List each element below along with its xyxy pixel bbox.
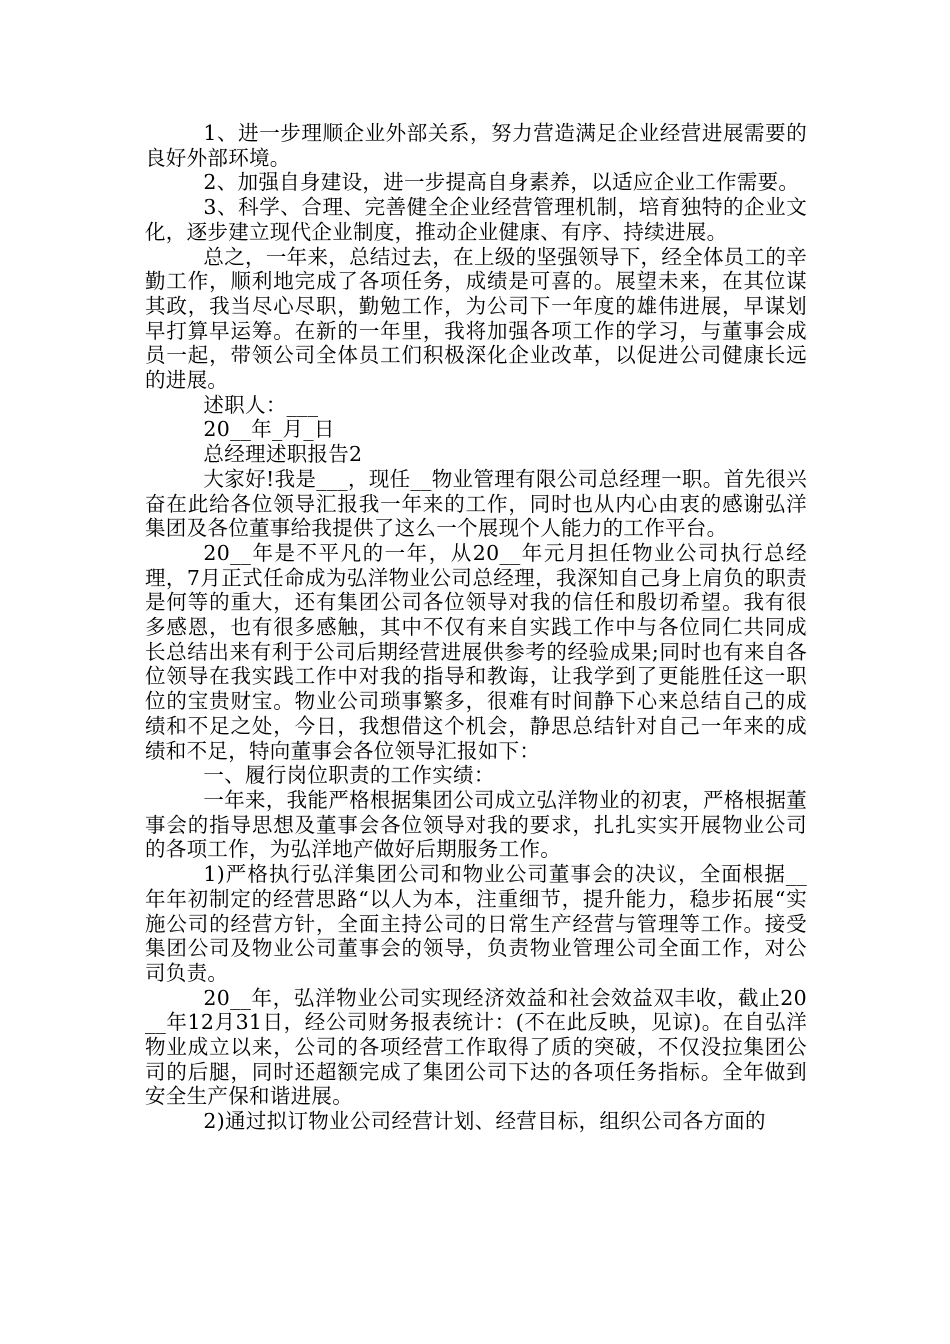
document-page xyxy=(145,121,807,1134)
paragraph-duties-intro: 一年来，我能严格根据集团公司成立弘洋物业的初衷，严格根据董事会的指导思想及董事会各位领导对我的要求，扎扎实实开展物业公司的各项工作，为弘洋地产做好后期服务工作。 xyxy=(145,787,807,862)
reporter-line: 述职人：___ xyxy=(203,392,319,417)
paragraph-greeting: 大家好!我是___，现任__物业管理有限公司总经理一职。首先很兴奋在此给各位领导汇报我一年来的工作，同时也从内心由衷的感谢弘洋集团及各位董事给我提供了这么一个展现个人能力的工作平台。 xyxy=(145,466,807,541)
paragraph-item-3: 3、科学、合理、完善健全企业经营管理机制，培育独特的企业文化，逐步建立现代企业制度，推动企业健康、有序、持续进展。 xyxy=(145,195,807,244)
paragraph-results: 20__年，弘洋物业公司实现经济效益和社会效益双丰收，截止20__年12月31日，经公司财务报表统计：(不在此反映，见谅)。在自弘洋物业成立以来，公司的各项经营工作取得了质的突破，不仅没拉集团公司的后腿，同时还超额完成了集团公司下达的各项任务指标。全年做到安全生产保和谐进展。 xyxy=(145,985,807,1109)
date-line: 20__年_月_日 xyxy=(203,417,335,442)
paragraph-summary: 总之，一年来，总结过去，在上级的坚强领导下，经全体员工的辛勤工作，顺利地完成了各项任务，成绩是可喜的。展望未来，在其位谋其政，我当尽心尽职，勤勉工作，为公司下一年度的雄伟进展，早谋划早打算早运筹。在新的一年里，我将加强各项工作的学习，与董事会成员一起，带领公司全体员工们积极深化企业改革，以促进公司健康长远的进展。 xyxy=(145,244,807,393)
paragraph-item-1: 1、进一步理顺企业外部关系，努力营造满足企业经营进展需要的良好外部环境。 xyxy=(145,121,807,170)
paragraph-year-review: 20__年是不平凡的一年，从20__年元月担任物业公司执行总经理，7月正式任命成为弘洋物业公司总经理，我深知自己身上肩负的职责是何等的重大，还有集团公司各位领导对我的信任和殷切希望。我有很多感恩，也有很多感触，其中不仅有来自实践工作中与各位同仁共同成长总结出来有利于公司后期经营进展供参考的经验成果;同时也有来自各位领导在我实践工作中对我的指导和教诲，让我学到了更能胜任这一职位的宝贵财宝。物业公司琐事繁多，很难有时间静下心来总结自己的成绩和不足之处，今日，我想借这个机会，静思总结针对自己一年来的成绩和不足，特向董事会各位领导汇报如下： xyxy=(145,540,807,763)
paragraph-duty-1: 1)严格执行弘洋集团公司和物业公司董事会的决议，全面根据__年年初制定的经营思路“以人为本，注重细节，提升能力，稳步拓展“实施公司的经营方针，全面主持公司的日常生产经营与管理等工作。接受集团公司及物业公司董事会的领导，负责物业管理公司全面工作，对公司负责。 xyxy=(145,862,807,985)
paragraph-item-2: 2、加强自身建设，进一步提高自身素养，以适应企业工作需要。 xyxy=(203,170,800,195)
section-title: 总经理述职报告2 xyxy=(203,442,363,467)
section-heading-duties: 一、履行岗位职责的工作实绩： xyxy=(203,763,495,788)
paragraph-duty-2: 2)通过拟订物业公司经营计划、经营目标，组织公司各方面的 xyxy=(203,1109,766,1134)
